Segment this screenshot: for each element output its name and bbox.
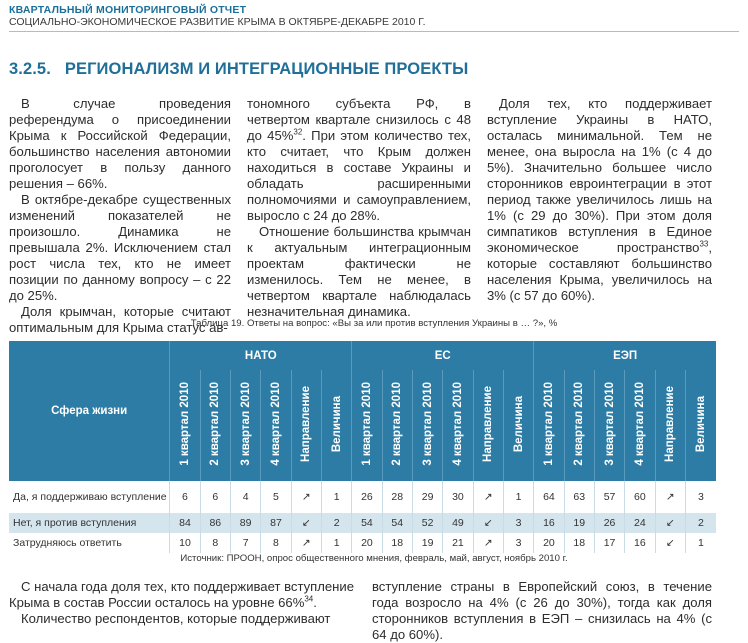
table-cell: 8 [200,533,230,553]
table-cell: 24 [625,513,655,533]
table-cell: 54 [382,513,412,533]
table-cell: 3 [503,533,533,553]
table-cell: 26 [594,513,624,533]
table-cell: 18 [564,533,594,553]
section-heading [9,60,468,79]
column-header [564,370,594,481]
paragraph: В октябре-декабре существенных изменений показателей не произошло. Динамика не превышала 2%. Исключением стал рост числа тех, кто не имеет позиции по данному вопросу – с 22 до 25%. [9,192,231,303]
table-cell: 60 [625,481,655,513]
footnote-ref[interactable]: 34 [304,594,314,604]
table-cell: 7 [230,533,260,553]
column-header [503,370,533,481]
table-cell: 16 [534,513,564,533]
table-cell: 6 [200,481,230,513]
paragraph: Доля крымчан, которые считают оптимальным для Крыма статус ав- [9,304,231,335]
column-header [261,370,291,481]
header-divider [9,31,739,32]
paragraph: Отношение большинства крымчан к актуальным интеграционным проектам фактически не изменилось. Тем не менее, в четвертом квартале наблюдалась незначительная динамика. [247,224,471,319]
table-cell: 29 [412,481,442,513]
table-cell: 28 [382,481,412,513]
sphere-header: Сфера жизни [9,341,170,481]
table-row [9,513,716,533]
table-cell: 19 [412,533,442,553]
direction-arrow-icon: ↙ [655,533,685,553]
table-cell: 4 [230,481,260,513]
bottom-column-2 [372,579,712,643]
table-cell: 8 [261,533,291,553]
column-header-label: 1 квартал 2010 [178,382,191,466]
table-cell: 63 [564,481,594,513]
column-header-label: Величина [330,395,343,453]
column-header [594,370,624,481]
column-header-label: 4 квартал 2010 [633,382,646,466]
footnote-ref[interactable]: 33 [699,239,709,249]
table-row [9,481,716,513]
bottom-column-1 [9,579,354,627]
column-header-label: 1 квартал 2010 [542,382,555,466]
table-cell: 16 [625,533,655,553]
table-cell: 87 [261,513,291,533]
column-header [473,370,503,481]
table-cell: 49 [443,513,473,533]
table-cell: 18 [382,533,412,553]
column-header [534,370,564,481]
table-caption: Таблица 19. Ответы на вопрос: «Вы за или против вступления Украины в … ?», % [190,318,558,329]
direction-arrow-icon: ↙ [655,513,685,533]
column-header-label: Направление [300,386,313,462]
table-cell: 20 [534,533,564,553]
table-cell: 52 [412,513,442,533]
column-header [291,370,321,481]
footnote-ref[interactable]: 32 [293,127,303,137]
column-header [655,370,685,481]
paragraph-text: Доля тех, кто поддерживает вступление Украины в НАТО, осталась минимальной. Тем не менее, она выросла на 1% (с 4 до 5%). Значительно большее число сторонников евроинтеграции в этот период также увеличилось лишь на 1% (с 29 до 30%). При этом доля симпатиков вступления в Единое экономическое пространство [487,96,712,255]
table-cell: 3 [503,513,533,533]
table-cell: 1 [321,533,351,553]
column-header [321,370,351,481]
table-cell: 57 [594,481,624,513]
column-header-label: 3 квартал 2010 [239,382,252,466]
paragraph-text: С начала года доля тех, кто поддерживает вступление Крыма в состав России осталось на уровне 66% [9,579,354,610]
column-header-label: 3 квартал 2010 [421,382,434,466]
text-column-1 [9,96,231,336]
column-header-label: 2 квартал 2010 [573,382,586,466]
table-cell: 86 [200,513,230,533]
table-cell: 54 [352,513,382,533]
table-cell: 17 [594,533,624,553]
direction-arrow-icon: ↗ [291,481,321,513]
table-body [9,481,716,553]
table-cell: 20 [352,533,382,553]
table-cell: 30 [443,481,473,513]
direction-arrow-icon: ↙ [473,513,503,533]
column-header-label: 2 квартал 2010 [209,382,222,466]
column-header [412,370,442,481]
text-column-3 [487,96,712,304]
column-header-label: Величина [512,395,525,453]
column-header [625,370,655,481]
paragraph: вступление страны в Европейский союз, в течение года возросло на 4% (с 26 до 30%), тогда как доля сторонников вступления в ЕЭП – снизилась на 4% (с 64 до 60%). [372,579,712,642]
report-subtitle: СОЦИАЛЬНО-ЭКОНОМИЧЕСКОЕ РАЗВИТИЕ КРЫМА В ОКТЯБРЕ-ДЕКАБРЕ 2010 Г. [9,16,426,28]
table-cell: 6 [170,481,200,513]
column-header-label: Направление [664,386,677,462]
paragraph [487,96,712,304]
table-cell: 1 [503,481,533,513]
direction-arrow-icon: ↗ [473,533,503,553]
column-header-label: Величина [694,395,707,453]
paragraph-text: , которые составляют большинство населения Крыма, увеличилось на 3% (с 57 до 60%). [487,240,712,303]
column-header-label: 3 квартал 2010 [603,382,616,466]
table-cell: 2 [321,513,351,533]
table-cell: 21 [443,533,473,553]
report-title: КВАРТАЛЬНЫЙ МОНИТОРИНГОВЫЙ ОТЧЕТ [9,4,247,16]
column-header [230,370,260,481]
section-title: РЕГИОНАЛИЗМ И ИНТЕГРАЦИОННЫЕ ПРОЕКТЫ [64,60,469,78]
column-header [382,370,412,481]
paragraph-text: . При этом количество тех, кто считает, что Крым должен находиться в составе Украины и обладать расширенными полномочиями и самоуправлением, выросло с 24 до 28%. [247,128,471,223]
column-header [170,370,200,481]
direction-arrow-icon: ↗ [655,481,685,513]
paragraph [9,579,354,611]
column-header-label: 4 квартал 2010 [451,382,464,466]
table-cell: 5 [261,481,291,513]
column-header-label: 4 квартал 2010 [269,382,282,466]
direction-arrow-icon: ↙ [291,513,321,533]
column-header-label: 1 квартал 2010 [360,382,373,466]
paragraph: Количество респондентов, которые поддерживают [21,611,331,626]
paragraph-text: тономного субъекта РФ, в четвертом квартале снизилось с 48 до 45% [247,96,471,143]
table-cell: 89 [230,513,260,533]
column-header [443,370,473,481]
row-label: Нет, я против вступления [9,513,170,533]
table-cell: 3 [685,481,716,513]
group-header-nato: НАТО [170,341,352,370]
column-header-label: Направление [482,386,495,462]
direction-arrow-icon: ↗ [291,533,321,553]
column-header [200,370,230,481]
table-cell: 10 [170,533,200,553]
table-cell: 1 [321,481,351,513]
report-header [9,4,739,28]
table-source: Источник: ПРООН, опрос общественного мнения, февраль, май, август, ноябрь 2010 г. [180,553,568,564]
table-cell: 64 [534,481,564,513]
survey-table [9,341,716,553]
table-cell: 19 [564,513,594,533]
column-header-label: 2 квартал 2010 [391,382,404,466]
group-header-eu: ЕС [352,341,534,370]
text-column-2 [247,96,471,320]
table-cell: 84 [170,513,200,533]
table-cell: 2 [685,513,716,533]
column-header [685,370,716,481]
paragraph-text: . [313,595,317,610]
table-row [9,533,716,553]
paragraph: В случае проведения референдума о присоединении Крыма к Российской Федерации, большинство населения автономии проголосует в пользу данного решения – 66%. [9,96,231,191]
column-header [352,370,382,481]
section-number: 3.2.5. [9,60,51,78]
direction-arrow-icon: ↗ [473,481,503,513]
row-label: Да, я поддерживаю вступление [9,481,170,513]
group-header-eep: ЕЭП [534,341,716,370]
table-cell: 1 [685,533,716,553]
table-cell: 26 [352,481,382,513]
paragraph [247,96,471,224]
row-label: Затрудняюсь ответить [9,533,170,553]
